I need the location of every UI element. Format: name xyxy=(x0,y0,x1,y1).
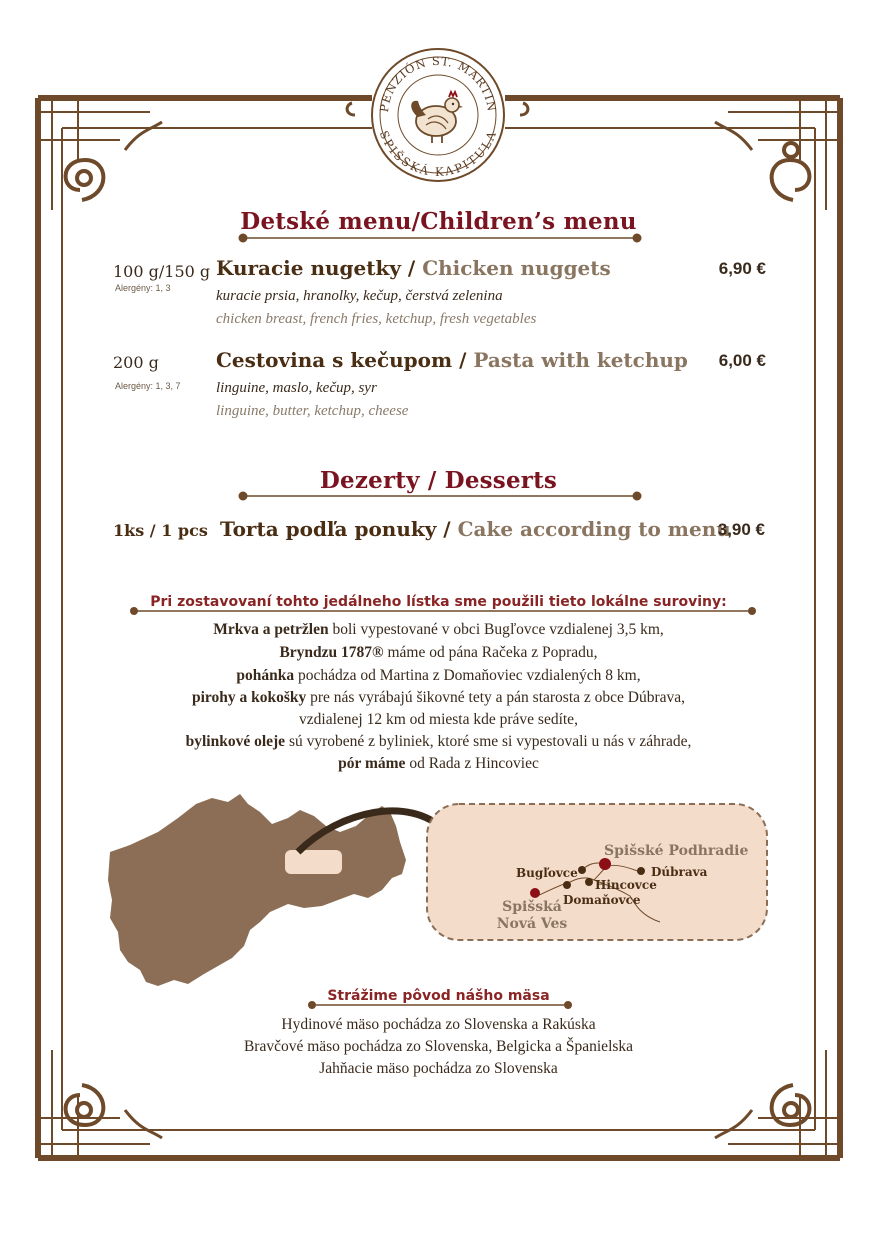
item-name-en: Cake according to menu xyxy=(457,517,731,541)
map-dot-buglovce xyxy=(578,866,586,874)
children-menu-title: Detské menu/Children’s menu xyxy=(240,208,637,235)
local-line-bold: Bryndzu 1787® xyxy=(279,644,384,661)
local-line xyxy=(0,689,877,707)
item-weight: 200 g xyxy=(113,353,159,372)
map-label-dubrava: Dúbrava xyxy=(651,865,708,879)
local-line-rest: od Rada z Hincoviec xyxy=(405,755,539,772)
local-line xyxy=(0,644,877,662)
local-line xyxy=(0,733,877,751)
map-dot-dubrava xyxy=(637,867,645,875)
map-label-line: Nová Ves xyxy=(496,916,568,932)
local-line-rest: boli vypestované v obci Bugľovce vzdialenej 3,5 km, xyxy=(328,621,664,638)
map-dot-domanovce xyxy=(563,881,571,889)
item-allergens: Alergény: 1, 3 xyxy=(115,283,171,293)
hen-logo-icon xyxy=(411,92,463,143)
item-description-en: linguine, butter, ketchup, cheese xyxy=(216,403,409,419)
map-dot-spisske-podhradie xyxy=(599,858,611,870)
meat-origin-title: Strážime pôvod nášho mäsa xyxy=(327,988,550,1004)
item-name-separator: / xyxy=(452,348,474,372)
item-name-en: Pasta with ketchup xyxy=(473,348,688,372)
item-name-sk: Torta podľa ponuky xyxy=(220,517,437,541)
item-name-sk: Kuracie nugetky xyxy=(216,256,401,280)
slovakia-silhouette xyxy=(108,794,406,986)
local-line xyxy=(0,755,877,773)
local-line-rest: vzdialenej 12 km od miesta kde práve sedíte, xyxy=(299,711,578,728)
item-description-sk: linguine, maslo, kečup, syr xyxy=(216,380,377,396)
item-description-sk: kuracie prsia, hranolky, kečup, čerstvá zelenina xyxy=(216,288,503,304)
map-highlight-region xyxy=(285,850,342,874)
item-weight: 100 g/150 g xyxy=(113,262,211,281)
map-dot-hincovce xyxy=(585,878,593,886)
local-line xyxy=(0,711,877,729)
logo xyxy=(372,49,504,181)
meat-line: Jahňacie mäso pochádza zo Slovenska xyxy=(319,1060,558,1077)
local-line-bold: Mrkva a petržlen xyxy=(213,621,329,638)
desserts-title: Dezerty / Desserts xyxy=(319,467,558,494)
local-line-rest: pochádza od Martina z Domaňoviec vzdialených 8 km, xyxy=(294,667,641,684)
map-label-domanovce: Domaňovce xyxy=(563,893,641,907)
item-name-en: Chicken nuggets xyxy=(422,256,611,280)
meat-line: Bravčové mäso pochádza zo Slovenska, Belgicka a Španielska xyxy=(243,1038,634,1055)
menu-item-name xyxy=(216,348,688,372)
local-line-bold: pirohy a kokošky xyxy=(191,689,307,706)
local-ingredients-title: Pri zostavovaní tohto jedálneho lístka sme použili tieto lokálne suroviny: xyxy=(150,594,727,610)
map-label-buglovce: Bugľovce xyxy=(516,866,578,880)
item-price: 6,00 € xyxy=(718,351,766,370)
item-name-sk: Cestovina s kečupom xyxy=(216,348,453,372)
map-label-line: Spišská xyxy=(502,899,562,915)
menu-item-name xyxy=(216,256,611,280)
local-line-rest: sú vyrobené z byliniek, ktoré sme si vypestovali u nás v záhrade, xyxy=(285,733,692,750)
menu-item-name xyxy=(220,517,731,541)
local-line-rest: pre nás vyrábajú šikovné tety a pán starosta z obce Dúbrava, xyxy=(306,689,686,706)
item-name-separator: / xyxy=(400,256,423,280)
local-line-bold: pohánka xyxy=(236,667,295,684)
item-allergens: Alergény: 1, 3, 7 xyxy=(115,381,181,391)
local-line-rest: máme od pána Račeka z Popradu, xyxy=(383,644,598,661)
map-inset xyxy=(427,804,767,940)
slovakia-map xyxy=(100,790,780,990)
item-price: 3,90 € xyxy=(717,520,765,539)
item-price: 6,90 € xyxy=(718,259,766,278)
meat-line: Hydinové mäso pochádza zo Slovenska a Rakúska xyxy=(281,1016,596,1033)
local-line-bold: pór máme xyxy=(338,755,406,772)
local-line-bold: bylinkové oleje xyxy=(185,733,286,750)
logo-text-top: PENZIÓN ST. MARTIN xyxy=(376,53,500,114)
map-label-spisska-nova-ves xyxy=(494,899,570,933)
local-line xyxy=(0,667,877,685)
map-dot-spisska-nova-ves xyxy=(530,888,540,898)
local-line xyxy=(0,621,877,639)
svg-text:PENZIÓN ST. MARTIN xyxy=(377,54,499,113)
logo-text-bottom: SPIŠSKÁ KAPITULA xyxy=(376,128,500,179)
item-weight: 1ks / 1 pcs xyxy=(113,521,208,540)
item-name-separator: / xyxy=(436,517,458,541)
item-description-en: chicken breast, french fries, ketchup, fresh vegetables xyxy=(216,311,537,327)
map-label-hincovce: Hincovce xyxy=(595,878,657,892)
map-label-spisske-podhradie: Spišské Podhradie xyxy=(604,843,749,859)
